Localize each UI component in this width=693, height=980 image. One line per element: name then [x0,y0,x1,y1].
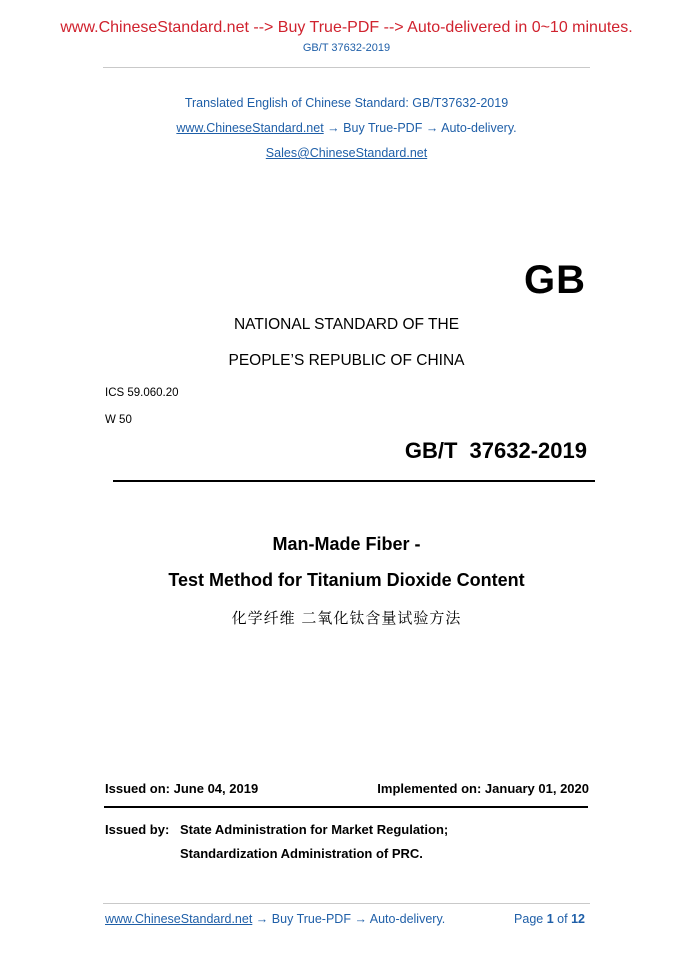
dates-rule [104,806,588,808]
email-link[interactable]: Sales@ChineseStandard.net [265,146,428,160]
footer-buy-text: Buy True-PDF [271,912,351,926]
issued-date: Issued on: June 04, 2019 [105,781,259,796]
footer-links [105,912,445,926]
top-banner[interactable]: www.ChineseStandard.net --> Buy True-PDF --> Auto-delivered in 0~10 minutes. [60,19,633,36]
page-indicator [514,912,585,926]
email-line [0,146,693,160]
footer-auto-text: Auto-delivery. [369,912,446,926]
header-code: GB/T 37632-2019 [302,42,391,54]
issuer-line2: Standardization Administration of PRC. [180,846,423,861]
issuer-line1: State Administration for Market Regulation; [180,822,449,837]
translation-links [0,121,693,135]
translation-note: Translated English of Chinese Standard: GB/T37632-2019 [184,96,509,110]
of-label: of [557,912,568,926]
implemented-date: Implemented on: January 01, 2020 [377,781,589,796]
gb-mark: GB [524,258,586,302]
arrow-icon: → [425,121,439,135]
title-rule [113,480,595,482]
arrow-icon: → [354,912,367,926]
arrow-icon: → [255,912,269,926]
buy-text: Buy True-PDF [343,121,423,135]
title-line2: Test Method for Titanium Dioxide Content [168,570,525,590]
arrow-icon: → [327,121,340,135]
footer-site-link[interactable]: www.ChineseStandard.net [105,912,253,926]
issued-by-label: Issued by: [105,822,170,837]
top-divider [103,67,590,68]
page-label: Page [514,912,544,926]
national-standard-line1: NATIONAL STANDARD OF THE [233,316,460,333]
w-code: W 50 [105,414,132,426]
chinese-title: 化学纤维 二氧化钛含量试验方法 [231,609,462,627]
standard-code: GB/T 37632-2019 [404,438,587,463]
page-number: 1 [546,912,554,926]
title-line1: Man-Made Fiber - [272,534,421,554]
auto-delivery-text: Auto-delivery. [441,121,517,135]
page-total: 12 [571,912,585,926]
national-standard-line2: PEOPLE’S REPUBLIC OF CHINA [228,352,465,369]
footer-divider [103,903,590,904]
site-link[interactable]: www.ChineseStandard.net [176,121,324,135]
ics-code: ICS 59.060.20 [105,387,179,399]
